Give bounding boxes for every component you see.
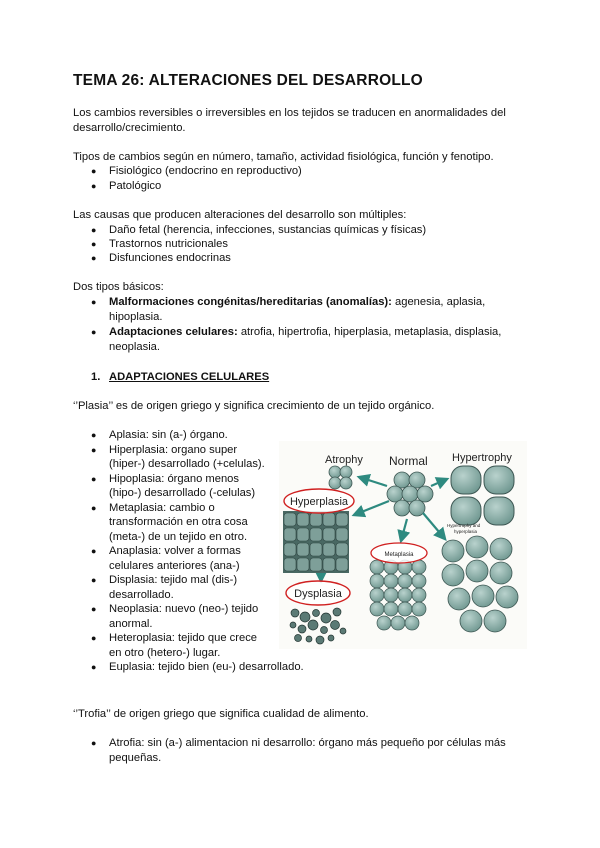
atrophy-label: Atrophy <box>325 454 363 466</box>
bullet-icon: ● <box>91 604 97 614</box>
hypertrophy-and-hyperplasia-label: Hypertrophy and hyperplasia <box>447 523 481 534</box>
bullet-icon: ● <box>91 546 97 556</box>
list-item: Daño fetal (herencia, infecciones, sustancias químicas y físicas) <box>109 224 427 236</box>
plasia-item-continuation: desarrollado. <box>109 588 174 601</box>
bullet-icon: ● <box>91 738 97 748</box>
dysplasia-label: Dysplasia <box>294 588 342 600</box>
plasia-item-continuation: (hiper-) desarrollado (+celulas). <box>109 458 265 470</box>
plasia-item: Metaplasia: cambio o <box>109 501 215 514</box>
tipos-basicos-heading: Dos tipos básicos: <box>73 281 164 293</box>
tipos-cambios-heading: Tipos de cambios según en número, tamaño, actividad fisiológica, función y fenotipo. <box>73 151 494 163</box>
plasia-item-continuation: (hipo-) desarrollado (-celulas) <box>109 487 256 499</box>
plasia-item-continuation: celulares anteriores (ana-) <box>109 559 240 572</box>
intro-line-2: desarrollo/crecimiento. <box>73 122 186 134</box>
list-item-continuation: pequeñas. <box>109 752 162 764</box>
plasia-item: Aplasia: sin (a-) órgano. <box>109 429 228 441</box>
metaplasia-label: Metaplasia <box>384 552 414 558</box>
plasia-definition: ‘’Plasia’’ es de origen griego y significa crecimiento de un tejido orgánico. <box>73 400 435 412</box>
causas-heading: Las causas que producen alteraciones del desarrollo son múltiples: <box>73 209 407 221</box>
page-title: TEMA 26: ALTERACIONES DEL DESARROLLO <box>73 72 423 89</box>
bullet-icon: ● <box>91 225 97 235</box>
list-item: Atrofia: sin (a-) alimentacion ni desarrollo: órgano más pequeño por células más <box>109 737 506 749</box>
hypertrophy-label: Hypertrophy <box>452 452 512 464</box>
plasia-item: Displasia: tejido mal (dis-) <box>109 574 238 586</box>
normal-label: Normal <box>389 454 428 468</box>
bullet-icon: ● <box>91 297 97 307</box>
term-bold: Adaptaciones celulares: <box>109 326 238 338</box>
hyperplasia-cells <box>283 511 349 573</box>
term-bold: Malformaciones congénitas/hereditarias (anomalías): <box>109 296 392 308</box>
list-item <box>109 295 485 310</box>
cell-adaptation-figure <box>279 441 527 649</box>
list-item: Fisiológico (endocrino en reproductivo) <box>109 165 302 177</box>
term-rest: agenesia, aplasia, <box>391 296 486 308</box>
bullet-icon: ● <box>91 327 97 337</box>
section-title: ADAPTACIONES CELULARES <box>109 371 270 383</box>
bullet-icon: ● <box>91 662 97 672</box>
plasia-item: Heteroplasia: tejido que crece <box>109 632 258 644</box>
bullet-icon: ● <box>91 473 97 484</box>
plasia-item: Hiperplasia: organo super <box>109 443 238 456</box>
bullet-icon: ● <box>91 430 97 440</box>
section-number: 1. <box>91 371 101 383</box>
plasia-item: Neoplasia: nuevo (neo-) tejido <box>109 603 259 615</box>
term-rest: atrofia, hipertrofia, hiperplasia, metaplasia, displasia, <box>237 326 502 338</box>
intro-line-1: Los cambios reversibles o irreversibles en los tejidos se traducen en anormalidades del <box>73 107 506 119</box>
list-item <box>109 325 501 340</box>
plasia-item-continuation: transformación en otra cosa <box>109 516 248 528</box>
bullet-icon: ● <box>91 253 97 263</box>
bullet-icon: ● <box>91 575 97 585</box>
plasia-item-continuation: (meta-) de un tejido en otro. <box>109 530 248 543</box>
plasia-item-continuation: en otro (hetero-) lugar. <box>109 646 221 659</box>
list-item: Disfunciones endocrinas <box>109 252 231 264</box>
bullet-icon: ● <box>91 181 97 191</box>
bullet-icon: ● <box>91 633 97 643</box>
list-item-continuation: hipoplasia. <box>109 311 163 323</box>
plasia-item-continuation: anormal. <box>109 617 153 630</box>
bullet-icon: ● <box>91 444 97 455</box>
bullet-icon: ● <box>91 166 97 176</box>
plasia-item: Anaplasia: volver a formas <box>109 545 241 557</box>
plasia-item: Hipoplasia: órgano menos <box>109 472 239 485</box>
plasia-item: Euplasia: tejido bien (eu-) desarrollado. <box>109 661 304 673</box>
list-item: Patológico <box>109 180 162 192</box>
list-item-continuation: neoplasia. <box>109 341 161 353</box>
bullet-icon: ● <box>91 502 97 513</box>
trofia-definition: ‘’Trofia’’ de origen griego que significa cualidad de alimento. <box>73 708 369 720</box>
list-item: Trastornos nutricionales <box>109 238 228 250</box>
hyperplasia-label: Hyperplasia <box>289 496 349 508</box>
bullet-icon: ● <box>91 239 97 249</box>
